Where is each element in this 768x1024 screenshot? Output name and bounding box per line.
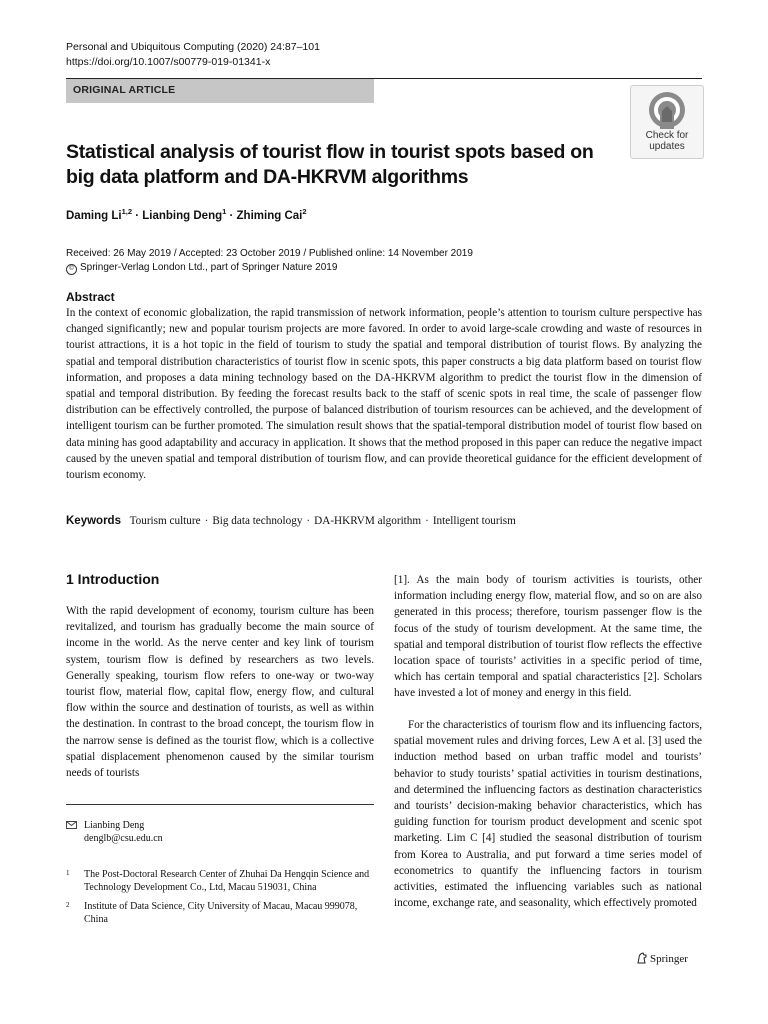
check-updates-line2: updates [649, 141, 685, 152]
article-type-banner [66, 79, 374, 103]
author-list [66, 207, 307, 222]
intro-paragraph-right-2: For the characteristics of tourism flow and its influencing factors, spatial movement rules and driving forces, Lew A et al. [3] used the induction method based on urban traffic model and tourists’ behavior to study tourists’ spatial activities in tourism destinations, and determined the influencing factors as destination characteristics and tourists’ decision-making behavior characteristics, which has guiding function for tourism product development and scenic spot marketing. Lim C [4] studied the seasonal distribution of tourism from Korea to Australia, and put forward a time series model of econometrics to quantify the influencing factors in tourism activities, estimated the influencing variables such as national income, exchange rate, and seasonality, which effectively promoted [394, 719, 702, 910]
keywords-label: Keywords [66, 515, 121, 527]
affiliation-number: 2 [66, 901, 70, 909]
author-name[interactable]: Lianbing Deng [142, 209, 223, 222]
dates-line: Received: 26 May 2019 / Accepted: 23 October 2019 / Published online: 14 November 2019 [66, 248, 473, 259]
publication-history [66, 247, 473, 275]
journal-citation: Personal and Ubiquitous Computing (2020) 24:87–101 [66, 41, 320, 53]
affiliation-text: The Post-Doctoral Research Center of Zhuhai Da Hengqin Science and Technology Development Co., Ltd, Macau 519031, China [84, 869, 370, 893]
check-updates-line1: Check for [645, 130, 689, 141]
check-for-updates-badge[interactable] [630, 85, 704, 159]
author-affiliation-sup: 2 [302, 207, 307, 216]
correspondence-name: Lianbing Deng [84, 820, 145, 831]
keyword-item: Big data technology [212, 515, 303, 527]
publisher-logo [636, 952, 688, 965]
affiliation-text: Institute of Data Science, City University of Macau, Macau 999078, China [84, 901, 358, 925]
author-separator: · [229, 209, 237, 222]
author-affiliation-sup: 1,2 [121, 207, 133, 216]
author-affiliation-sup: 1 [222, 207, 227, 216]
intro-paragraph-left: With the rapid development of economy, tourism culture has been revitalized, and tourism has gradually become the main source of income in the world. As the nerve center and key link of tourism system, tourism flow is defined by researchers as two levels. Generally speaking, tourism flow refers to one-way or two-way tourist flow, material flow, capital flow, energy flow, and cultural flow within the source and destination of tourists, as well as within the destination. In contrast to the broad concept, the tourism flow in the narrow sense is defined as the tourist flow, which is a collective spatial displacement phenomenon caused by the similar tourism needs of tourists [66, 605, 374, 780]
abstract-heading: Abstract [66, 290, 115, 304]
abstract-text: In the context of economic globalization, the rapid transmission of network information, people’s attention to tourism culture perspective has changed significantly; new and popular tourism projects are more favored. In order to avoid large-scale crowding and waste of resources in tourist attractions, it is a hot topic in the field of tourism to study the spatial and temporal distribution of tourist flows. By analyzing the spatial and temporal distribution characteristics of tourist flow in scenic spots, this paper constructs a big data platform based on tourist flow information, and proposes a data mining technology based on the DA-HKRVM algorithm to predict the tourist flow in the dimension of spatial and temporal distribution. By feeding the forecast results back to the staff of scenic spots in real time, the scale of passenger flow distribution can be effectively controlled, the purpose of balanced distribution of tourism resources can be achieved, and the development of intelligent tourism can be further promoted. The simulation result shows that the spatial-temporal distribution model of tourist flow based on data mining has good adaptability and accuracy in application. It shows that the method proposed in this paper can reduce the negative impact caused by the uneven spatial and temporal distribution of tourism flow, and can provide theoretical guidance for the efficient development of tourism economy. [66, 307, 702, 482]
keyword-item: DA-HKRVM algorithm [314, 515, 422, 527]
springer-horse-icon [636, 952, 648, 964]
correspondence-email[interactable]: denglb@csu.edu.cn [84, 833, 163, 844]
journal-doi[interactable]: https://doi.org/10.1007/s00779-019-01341-x [66, 56, 271, 68]
envelope-icon [66, 821, 77, 829]
footnote-rule [66, 804, 374, 805]
keywords-line [66, 515, 516, 527]
keyword-separator: · [204, 515, 209, 527]
publisher-name: Springer [650, 953, 688, 965]
keyword-item: Intelligent tourism [432, 515, 516, 527]
article-type-label: ORIGINAL ARTICLE [73, 84, 176, 96]
keyword-item: Tourism culture [129, 515, 201, 527]
keyword-separator: · [306, 515, 311, 527]
copyright-text: Springer-Verlag London Ltd., part of Springer Nature 2019 [80, 262, 338, 273]
intro-paragraph-right-1: [1]. As the main body of tourism activities is tourists, other information including energy flow, material flow, and so on are also generated in this process; therefore, tourism passenger flow is the focus of the study of tourism development. At the same time, the spatial and temporal distribution of tourist flow reflects the effective location space of tourists’ activities in a specific period of time, which has certain temporal and spatial characteristics [2]. Scholars have invested a lot of money and energy in this field. [394, 574, 702, 700]
check-updates-icon [648, 91, 686, 129]
copyright-line [66, 261, 473, 275]
section-heading-introduction: 1 Introduction [66, 571, 160, 587]
affiliation-number: 1 [66, 869, 70, 877]
author-name[interactable]: Zhiming Cai [236, 209, 303, 222]
keyword-separator: · [425, 515, 429, 527]
journal-header [66, 40, 320, 70]
author-name[interactable]: Daming Li [66, 209, 122, 222]
paper-title: Statistical analysis of tourist flow in tourist spots based on big data platform and DA-HKRVM algorithms [66, 141, 594, 188]
author-separator: · [135, 209, 143, 222]
copyright-icon: © [66, 264, 77, 275]
